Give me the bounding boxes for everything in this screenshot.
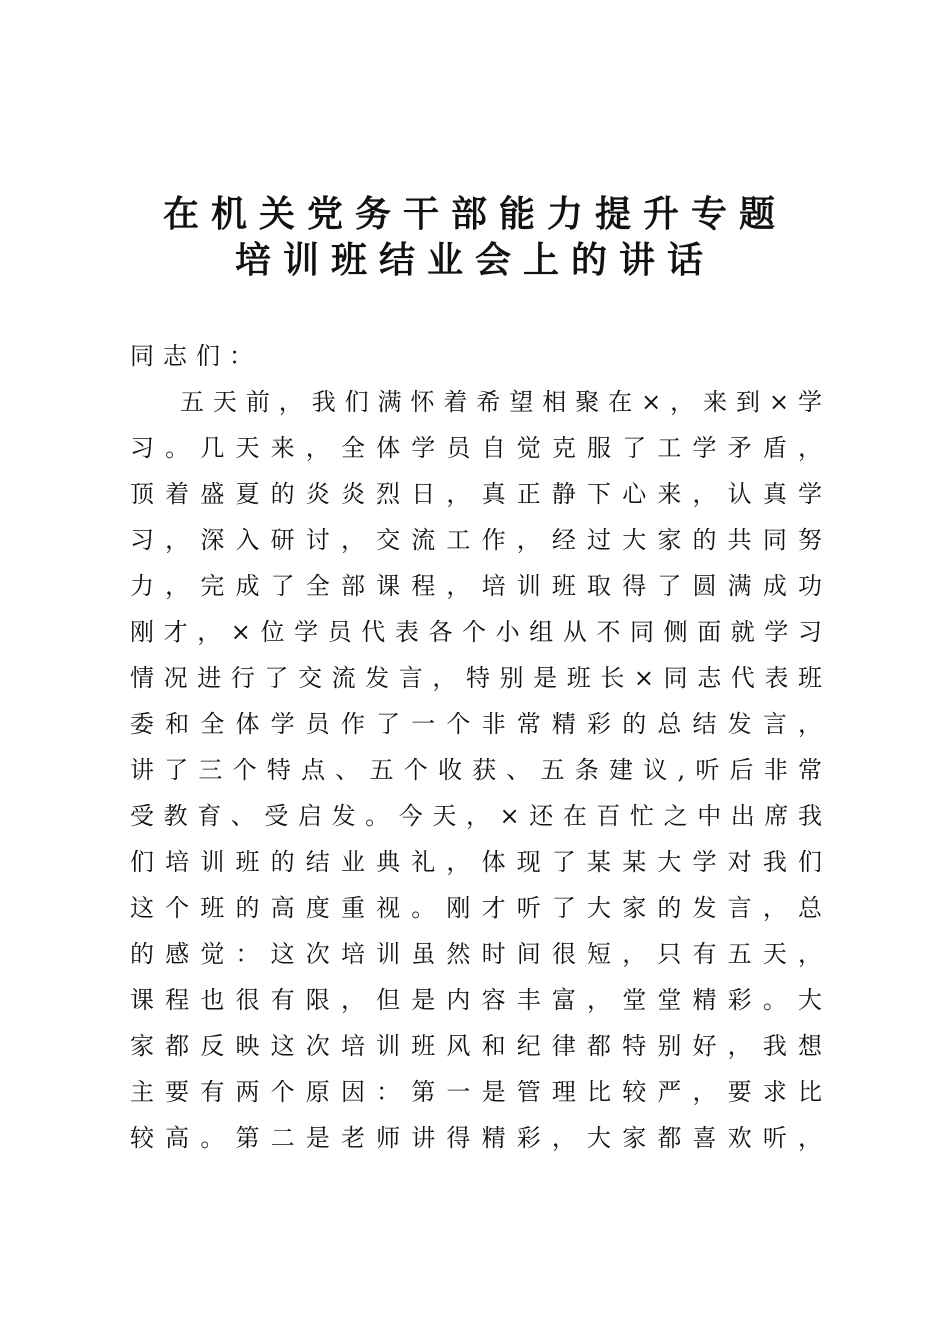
body-line: 们培训班的结业典礼，体现了某某大学对我们: [130, 848, 822, 876]
body-line: 讲了三个特点、五个收获、五条建议,听后非常: [130, 756, 822, 784]
body-line: 习。几天来，全体学员自觉克服了工学矛盾，: [130, 434, 822, 462]
body-line: 受教育、受启发。今天，×还在百忙之中出席我: [130, 802, 822, 830]
body-line: 委和全体学员作了一个非常精彩的总结发言，: [130, 710, 822, 738]
body-line: 较高。第二是老师讲得精彩，大家都喜欢听，: [130, 1124, 822, 1152]
body-line: 课程也很有限，但是内容丰富，堂堂精彩。大: [130, 986, 822, 1014]
body-line: 主要有两个原因：第一是管理比较严，要求比: [130, 1078, 822, 1106]
body-line: 习，深入研讨，交流工作，经过大家的共同努: [130, 526, 822, 554]
body-line: 五天前，我们满怀着希望相聚在×，来到×学: [180, 388, 822, 416]
body-line: 力，完成了全部课程，培训班取得了圆满成功: [130, 572, 822, 600]
salutation: 同志们：: [130, 342, 262, 370]
document-title-line-2: 培训班结业会上的讲话: [234, 239, 715, 281]
body-line: 的感觉：这次培训虽然时间很短，只有五天，: [130, 940, 822, 968]
body-line: 顶着盛夏的炎炎烈日，真正静下心来，认真学: [130, 480, 822, 508]
body-line: 这个班的高度重视。刚才听了大家的发言，总: [130, 894, 822, 922]
body-line: 刚才，×位学员代表各个小组从不同侧面就学习: [130, 618, 822, 646]
document-title-line-1: 在机关党务干部能力提升专题: [162, 193, 787, 235]
body-line: 情况进行了交流发言，特别是班长×同志代表班: [130, 664, 822, 692]
body-line: 家都反映这次培训班风和纪律都特别好，我想: [130, 1032, 822, 1060]
